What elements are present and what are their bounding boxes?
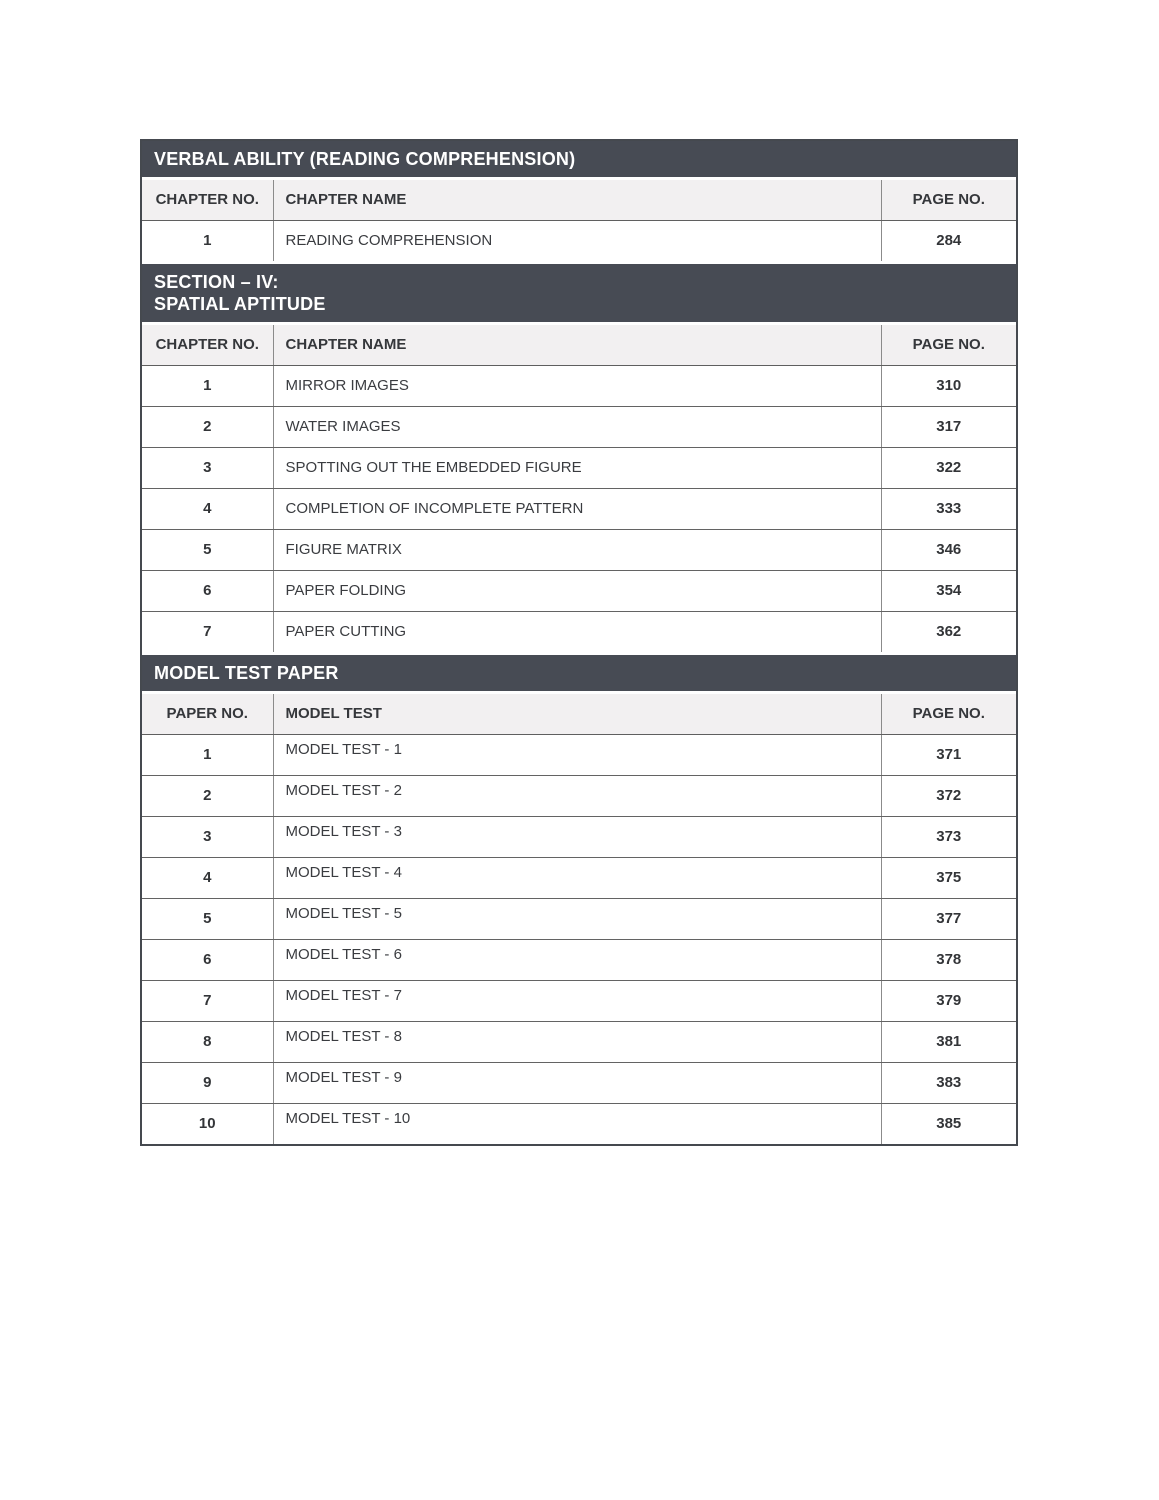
row-name-cell: READING COMPREHENSION: [273, 220, 881, 261]
row-number-cell: 9: [142, 1062, 273, 1103]
section-title-line: MODEL TEST PAPER: [154, 663, 339, 683]
column-header-number: PAPER NO.: [142, 694, 273, 734]
row-page-cell: 379: [881, 980, 1016, 1021]
column-header-number: CHAPTER NO.: [142, 325, 273, 365]
table-row: [142, 611, 1016, 652]
toc-page: [140, 139, 1018, 1146]
row-page-cell: 322: [881, 447, 1016, 488]
column-header-page: PAGE NO.: [881, 180, 1016, 220]
row-number-cell: 3: [142, 816, 273, 857]
row-number-cell: 4: [142, 857, 273, 898]
section-title-line: VERBAL ABILITY (READING COMPREHENSION): [154, 149, 576, 169]
table-row: [142, 406, 1016, 447]
row-number-cell: 7: [142, 980, 273, 1021]
table-row: [142, 447, 1016, 488]
row-number-cell: 10: [142, 1103, 273, 1144]
row-number-cell: 3: [142, 447, 273, 488]
table-row: [142, 529, 1016, 570]
row-page-cell: 383: [881, 1062, 1016, 1103]
row-name-cell: MODEL TEST - 6: [273, 939, 881, 980]
column-header-number: CHAPTER NO.: [142, 180, 273, 220]
row-page-cell: 310: [881, 365, 1016, 406]
row-number-cell: 5: [142, 529, 273, 570]
row-number-cell: 2: [142, 775, 273, 816]
table-row: [142, 898, 1016, 939]
column-header-page: PAGE NO.: [881, 325, 1016, 365]
column-header-row: [142, 180, 1016, 220]
row-number-cell: 1: [142, 734, 273, 775]
row-page-cell: 372: [881, 775, 1016, 816]
row-name-cell: FIGURE MATRIX: [273, 529, 881, 570]
row-number-cell: 1: [142, 365, 273, 406]
section-header: [142, 141, 1016, 177]
row-page-cell: 346: [881, 529, 1016, 570]
row-name-cell: MIRROR IMAGES: [273, 365, 881, 406]
column-header-page: PAGE NO.: [881, 694, 1016, 734]
row-page-cell: 375: [881, 857, 1016, 898]
row-page-cell: 317: [881, 406, 1016, 447]
table-row: [142, 570, 1016, 611]
row-name-cell: MODEL TEST - 8: [273, 1021, 881, 1062]
row-number-cell: 2: [142, 406, 273, 447]
row-number-cell: 6: [142, 939, 273, 980]
row-name-cell: COMPLETION OF INCOMPLETE PATTERN: [273, 488, 881, 529]
row-page-cell: 284: [881, 220, 1016, 261]
section-table: [142, 325, 1016, 652]
row-name-cell: PAPER FOLDING: [273, 570, 881, 611]
row-page-cell: 381: [881, 1021, 1016, 1062]
table-row: [142, 1021, 1016, 1062]
table-row: [142, 365, 1016, 406]
row-page-cell: 373: [881, 816, 1016, 857]
table-row: [142, 1103, 1016, 1144]
row-name-cell: MODEL TEST - 1: [273, 734, 881, 775]
column-header-name: MODEL TEST: [273, 694, 881, 734]
row-number-cell: 5: [142, 898, 273, 939]
section-title-line: SPATIAL APTITUDE: [154, 294, 326, 314]
column-header-name: CHAPTER NAME: [273, 180, 881, 220]
row-page-cell: 333: [881, 488, 1016, 529]
section-header: [142, 655, 1016, 691]
table-row: [142, 939, 1016, 980]
row-page-cell: 362: [881, 611, 1016, 652]
row-number-cell: 7: [142, 611, 273, 652]
row-name-cell: MODEL TEST - 5: [273, 898, 881, 939]
section-table: [142, 180, 1016, 261]
row-number-cell: 4: [142, 488, 273, 529]
section-table: [142, 694, 1016, 1144]
table-row: [142, 857, 1016, 898]
row-page-cell: 377: [881, 898, 1016, 939]
row-name-cell: MODEL TEST - 10: [273, 1103, 881, 1144]
section-title-line: SECTION – IV:: [154, 272, 279, 292]
row-name-cell: MODEL TEST - 3: [273, 816, 881, 857]
row-name-cell: SPOTTING OUT THE EMBEDDED FIGURE: [273, 447, 881, 488]
column-header-row: [142, 694, 1016, 734]
row-name-cell: MODEL TEST - 2: [273, 775, 881, 816]
row-name-cell: PAPER CUTTING: [273, 611, 881, 652]
section-header: [142, 264, 1016, 322]
table-row: [142, 980, 1016, 1021]
column-header-row: [142, 325, 1016, 365]
row-name-cell: MODEL TEST - 4: [273, 857, 881, 898]
row-page-cell: 385: [881, 1103, 1016, 1144]
row-page-cell: 371: [881, 734, 1016, 775]
table-row: [142, 1062, 1016, 1103]
table-row: [142, 734, 1016, 775]
row-page-cell: 354: [881, 570, 1016, 611]
row-name-cell: MODEL TEST - 7: [273, 980, 881, 1021]
table-row: [142, 816, 1016, 857]
row-name-cell: MODEL TEST - 9: [273, 1062, 881, 1103]
toc-section: [142, 655, 1016, 1144]
table-row: [142, 220, 1016, 261]
row-number-cell: 1: [142, 220, 273, 261]
column-header-name: CHAPTER NAME: [273, 325, 881, 365]
row-name-cell: WATER IMAGES: [273, 406, 881, 447]
toc-section: [142, 264, 1016, 652]
row-number-cell: 6: [142, 570, 273, 611]
row-page-cell: 378: [881, 939, 1016, 980]
row-number-cell: 8: [142, 1021, 273, 1062]
table-row: [142, 775, 1016, 816]
table-row: [142, 488, 1016, 529]
toc-section: [142, 141, 1016, 261]
